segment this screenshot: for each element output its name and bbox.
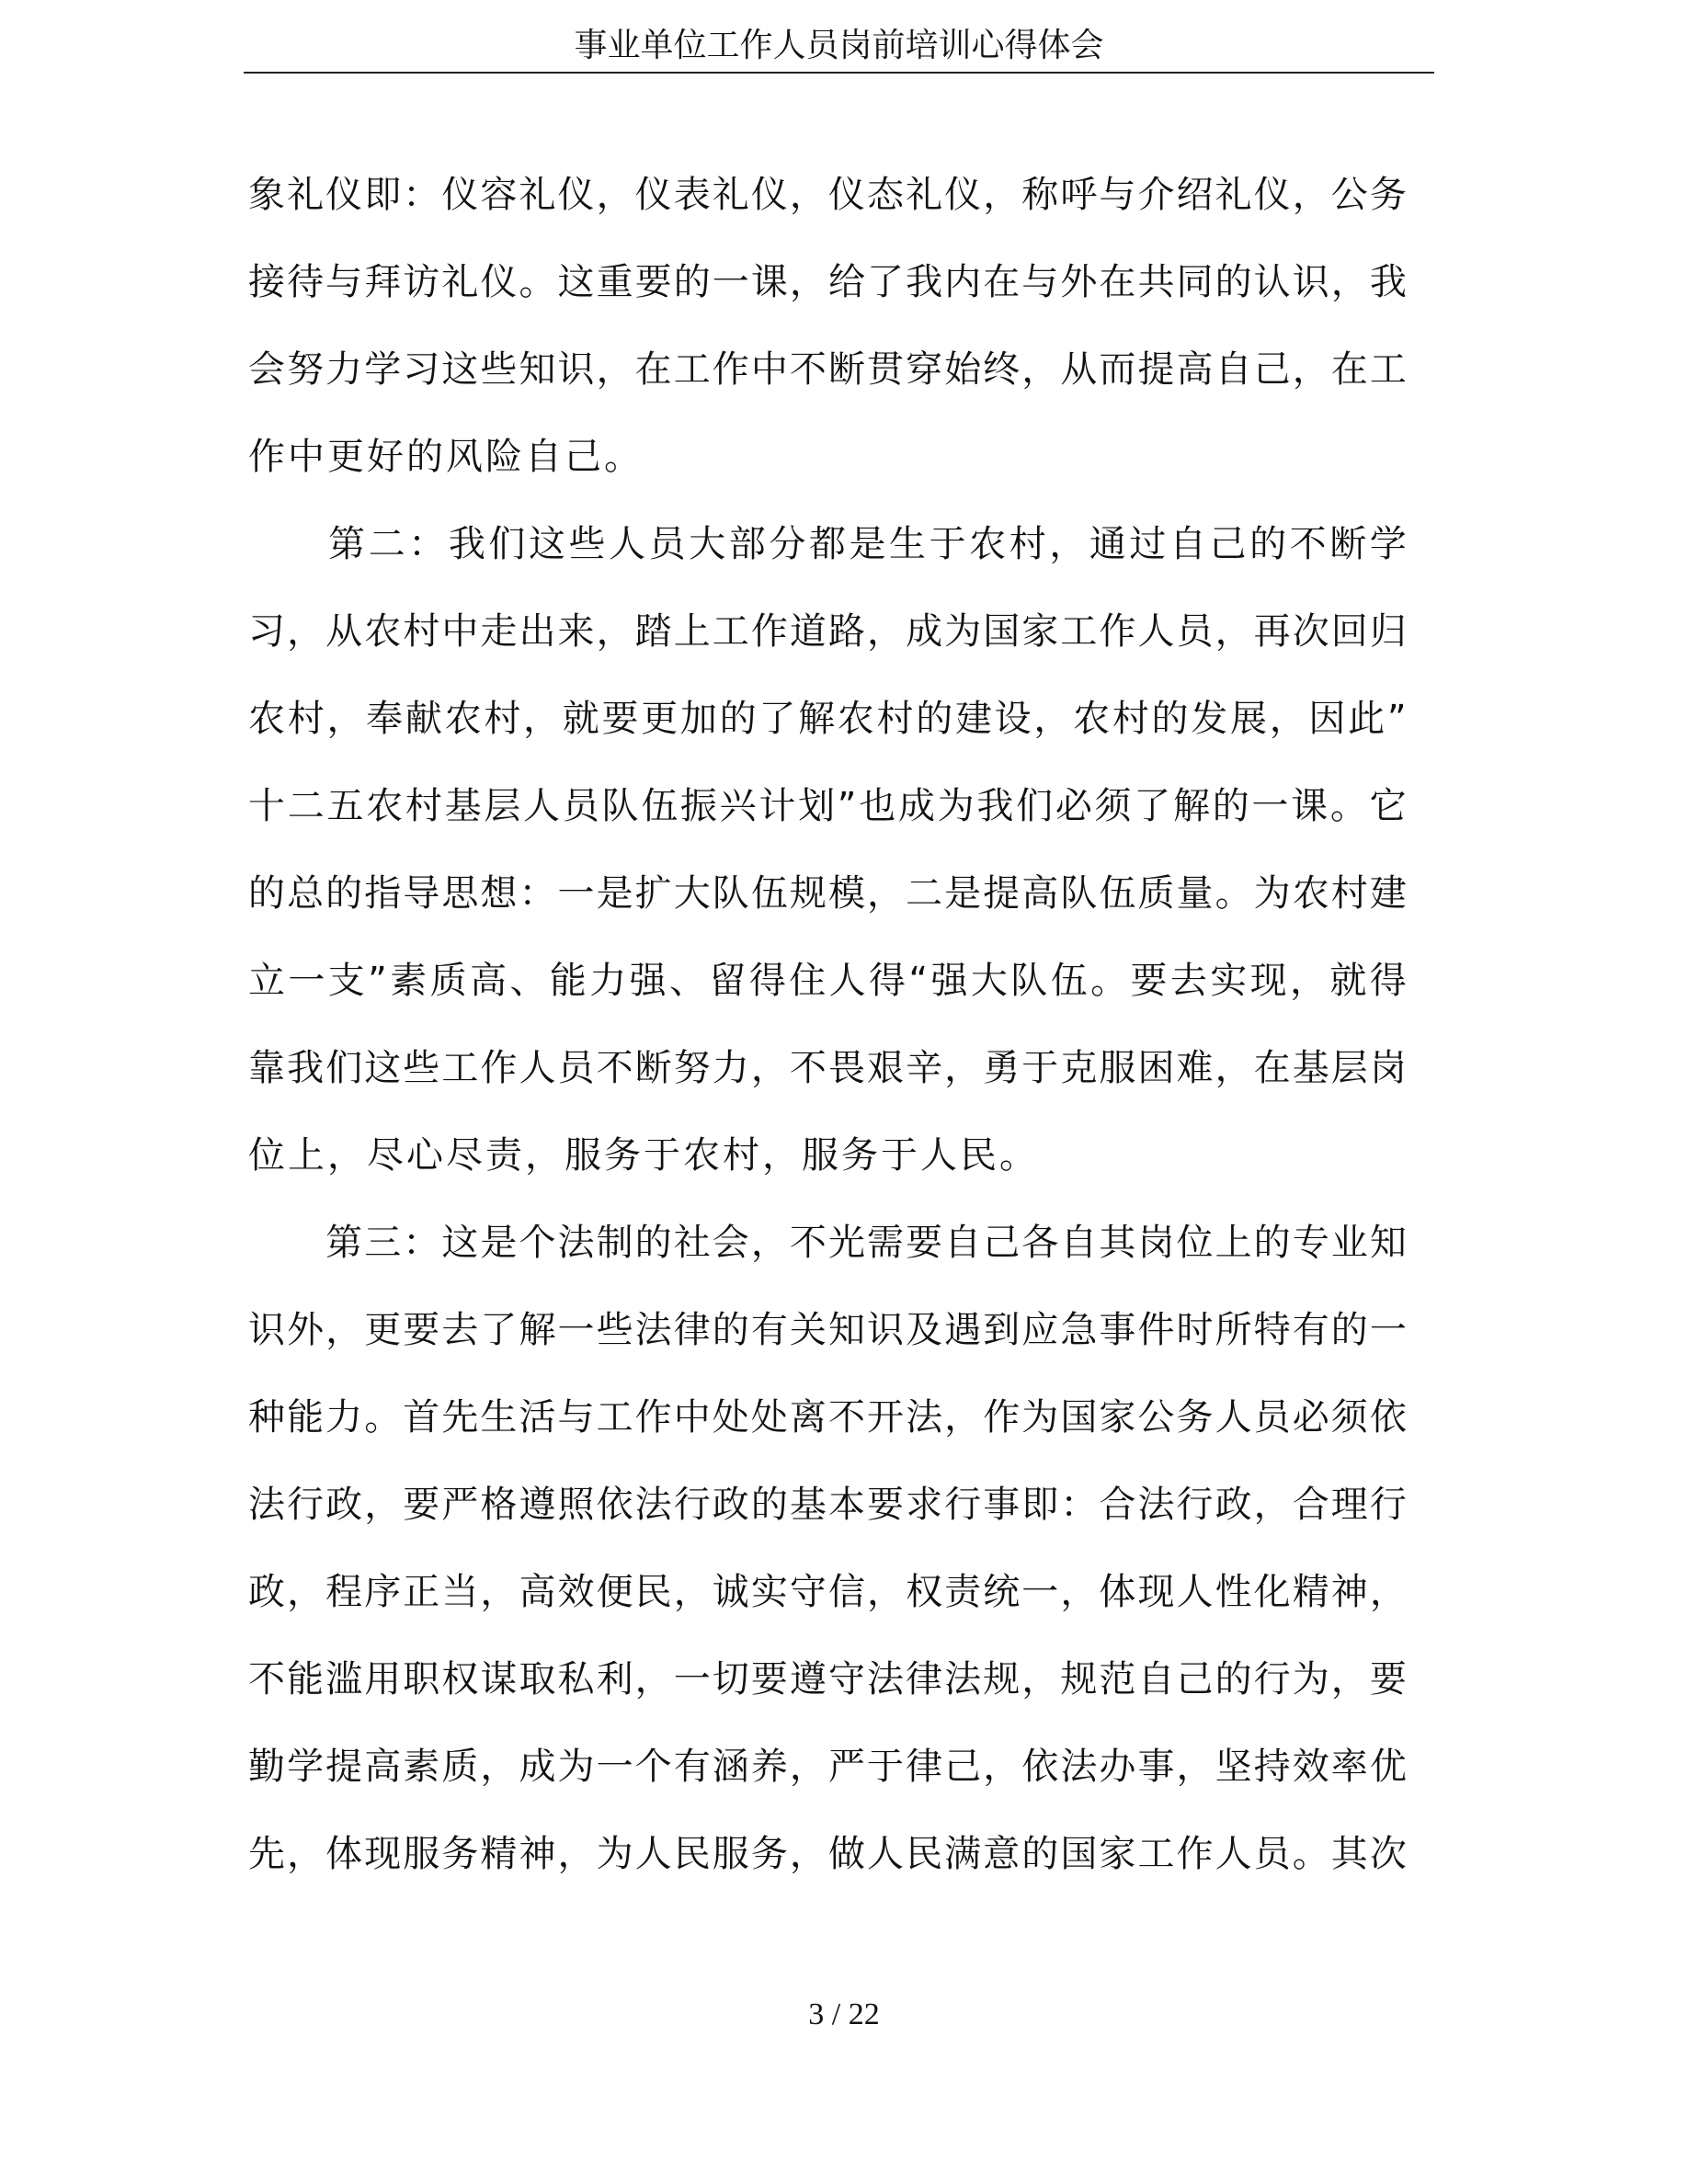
page-footer — [0, 1996, 1688, 2033]
text-line: 习 ， 从 农 村 中 走 出 来 ， 踏 上 工 作 道 路 ， 成 为 国 家 工 作 人 员 ， 再 次 回 归 — [248, 610, 1407, 653]
document-title: 事业单位工作人员岗前培训心得体会 — [574, 27, 1104, 64]
text-line: 种 能 力 。 首 先 生 活 与 工 作 中 处 处 离 不 开 法 ， 作 为 国 家 公 务 人 员 必 须 依 — [248, 1396, 1407, 1439]
text-line: 接 待 与 拜 访 礼 仪 。 这 重 要 的 一 课 ， 给 了 我 内 在 与 外 在 共 同 的 认 识 ， 我 — [248, 261, 1407, 303]
page-number: 3 / 22 — [808, 1997, 880, 2031]
text-line: 靠 我 们 这 些 工 作 人 员 不 断 努 力 ， 不 畏 艰 辛 ， 勇 于 克 服 困 难 ， 在 基 层 岗 — [248, 1047, 1407, 1089]
text-line: 会 努 力 学 习 这 些 知 识 ， 在 工 作 中 不 断 贯 穿 始 终 ， 从 而 提 高 自 己 ， 在 工 — [248, 348, 1407, 391]
document-body — [248, 152, 1407, 1898]
text-line: 十 二 五 农 村 基 层 人 员 队 伍 振 兴 计 划 ” 也 成 为 我 们 必 须 了 解 的 一 课 。 它 — [248, 785, 1407, 827]
text-line: 农 村 ， 奉 献 农 村 ， 就 要 更 加 的 了 解 农 村 的 建 设 ， 农 村 的 发 展 ， 因 此 ” — [248, 698, 1407, 740]
text-line: 识 外 ， 更 要 去 了 解 一 些 法 律 的 有 关 知 识 及 遇 到 应 急 事 件 时 所 特 有 的 一 — [248, 1309, 1407, 1351]
text-line: 的 总 的 指 导 思 想 ： 一 是 扩 大 队 伍 规 模 ， 二 是 提 高 队 伍 质 量 。 为 农 村 建 — [248, 872, 1407, 915]
text-line: 第 三 ： 这 是 个 法 制 的 社 会 ， 不 光 需 要 自 己 各 自 其 岗 位 上 的 专 业 知 — [325, 1222, 1407, 1264]
text-line: 位 上 ， 尽 心 尽 责 ， 服 务 于 农 村 ， 服 务 于 人 民 。 — [248, 1134, 1036, 1177]
page-header — [244, 20, 1434, 74]
text-line: 立 一 支 ” 素 质 高 、 能 力 强 、 留 得 住 人 得 “ 强 大 队 伍 。 要 去 实 现 ， 就 得 — [248, 960, 1407, 1002]
text-line: 法 行 政 ， 要 严 格 遵 照 依 法 行 政 的 基 本 要 求 行 事 即 ： 合 法 行 政 ， 合 理 行 — [248, 1484, 1407, 1526]
text-line: 勤 学 提 高 素 质 ， 成 为 一 个 有 涵 养 ， 严 于 律 己 ， 依 法 办 事 ， 坚 持 效 率 优 — [248, 1746, 1407, 1788]
text-line: 先 ， 体 现 服 务 精 神 ， 为 人 民 服 务 ， 做 人 民 满 意 的 国 家 工 作 人 员 。 其 次 — [248, 1833, 1407, 1875]
text-line: 象 礼 仪 即 ： 仪 容 礼 仪 ， 仪 表 礼 仪 ， 仪 态 礼 仪 ， 称 呼 与 介 绍 礼 仪 ， 公 务 — [248, 174, 1407, 216]
text-line: 政 ， 程 序 正 当 ， 高 效 便 民 ， 诚 实 守 信 ， 权 责 统 一 ， 体 现 人 性 化 精 神 ， — [248, 1571, 1407, 1613]
text-line: 不 能 滥 用 职 权 谋 取 私 利 ， 一 切 要 遵 守 法 律 法 规 ， 规 范 自 己 的 行 为 ， 要 — [248, 1658, 1407, 1701]
text-line: 第 二 ： 我 们 这 些 人 员 大 部 分 都 是 生 于 农 村 ， 通 过 自 己 的 不 断 学 — [328, 523, 1407, 565]
text-line: 作 中 更 好 的 风 险 自 己 。 — [248, 436, 641, 478]
